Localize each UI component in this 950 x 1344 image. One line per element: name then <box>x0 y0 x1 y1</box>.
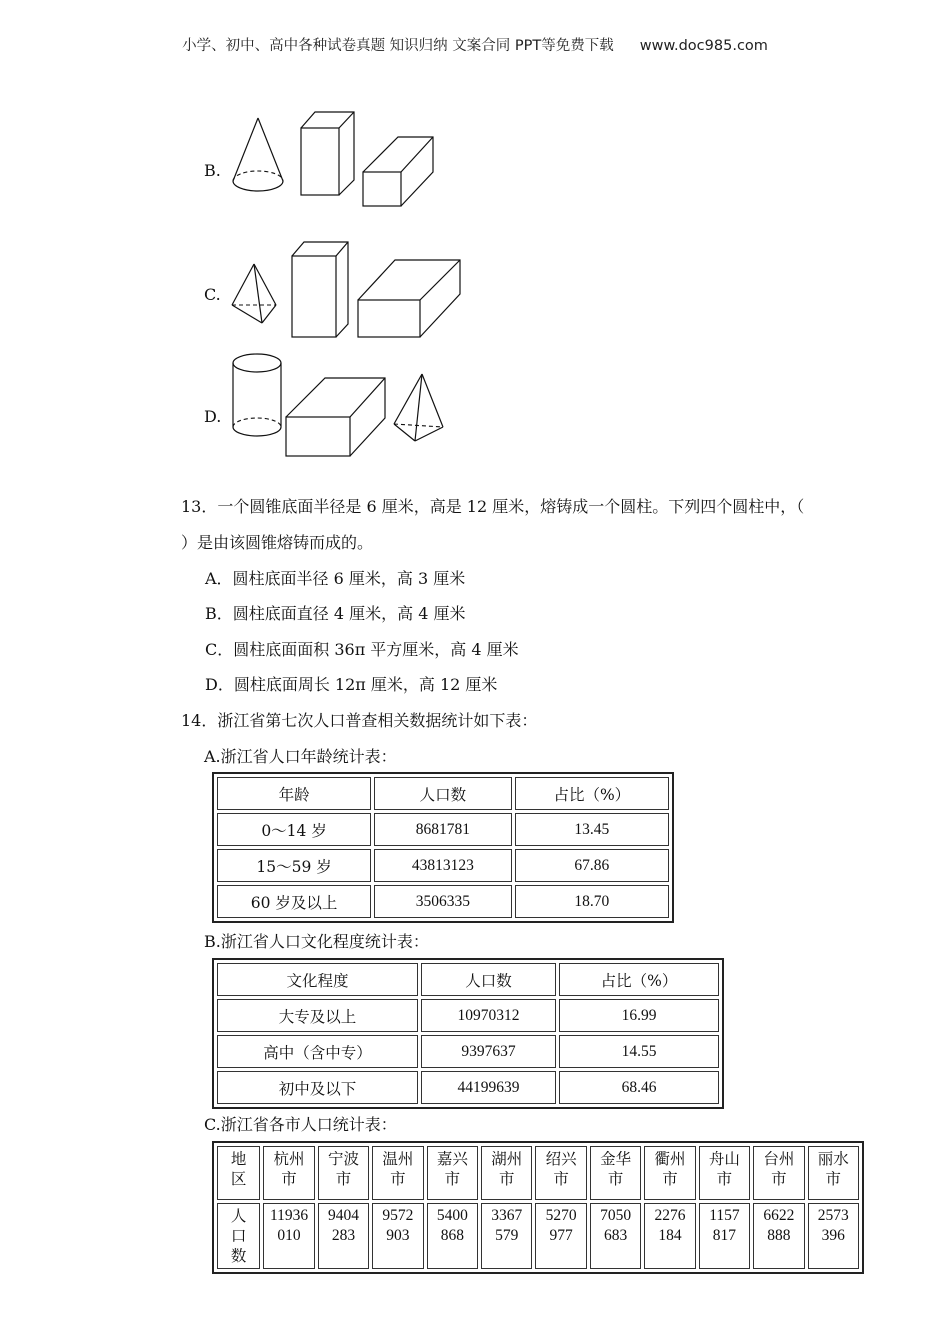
table-cell-text: 184 <box>658 1227 682 1244</box>
cuboid-tall-icon <box>301 112 354 195</box>
table-header-cell <box>481 1146 532 1200</box>
table-c-title: C.浙江省各市人口统计表： <box>204 1115 397 1134</box>
table-cell: 43813123 <box>374 849 512 882</box>
table-cell-text: 市 <box>335 1170 352 1188</box>
table-cell-text: 市 <box>553 1170 569 1188</box>
table-cell-text: 市 <box>390 1170 406 1188</box>
table-cell-text: 683 <box>603 1227 628 1244</box>
table-cell-text: 977 <box>549 1227 573 1244</box>
table-cell-text: 11936 <box>269 1207 309 1224</box>
table-cell-text: 6622 <box>763 1207 795 1224</box>
table-header-cell <box>372 1146 423 1200</box>
table-header-row <box>217 1146 859 1200</box>
table-cell-text: 868 <box>440 1227 464 1244</box>
table-cell <box>427 1203 478 1269</box>
table-cell: 67.86 <box>515 849 669 882</box>
table-header-cell <box>590 1146 641 1200</box>
table-cell-text: 1157 <box>709 1207 740 1224</box>
table-cell-text: 579 <box>495 1227 519 1244</box>
table-cell: 44199639 <box>421 1071 556 1104</box>
cylinder-icon <box>233 354 281 436</box>
table-header-cell <box>263 1146 314 1200</box>
education-table <box>212 958 724 1109</box>
table-cell-text: 衢州 <box>654 1150 686 1168</box>
table-cell <box>590 1203 641 1269</box>
table-cell-text: 数 <box>230 1247 247 1265</box>
q13-stem-line2: ）是由该圆锥熔铸而成的。 <box>181 533 374 552</box>
header-text: 小学、初中、高中各种试卷真题 知识归纳 文案合同 PPT等免费下载 <box>182 38 614 54</box>
option-b-figures <box>228 112 438 207</box>
table-cell-text: 丽水 <box>817 1150 849 1168</box>
table-cell: 9397637 <box>421 1035 556 1068</box>
table-cell: 14.55 <box>559 1035 719 1068</box>
table-header-cell <box>217 1146 260 1200</box>
table-a-title: A.浙江省人口年龄统计表： <box>204 747 397 766</box>
city-population-table <box>212 1141 864 1274</box>
table-cell-text: 市 <box>716 1170 733 1188</box>
age-table <box>212 772 674 923</box>
table-b-title: B.浙江省人口文化程度统计表： <box>204 932 429 951</box>
option-c-figures <box>230 242 465 337</box>
cuboid-tall-icon <box>292 242 348 337</box>
table-cell: 16.99 <box>559 999 719 1032</box>
table-cell: 60 岁及以上 <box>217 885 371 918</box>
table-cell: 大专及以上 <box>217 999 418 1032</box>
option-c-label: C. <box>204 285 221 304</box>
table-header-cell <box>699 1146 750 1200</box>
table-cell <box>217 1203 260 1269</box>
table-cell <box>808 1203 859 1269</box>
table-header-cell <box>644 1146 695 1200</box>
table-header-cell <box>318 1146 369 1200</box>
table-cell-text: 888 <box>767 1227 791 1244</box>
q13-option-b: B．圆柱底面直径 4 厘米，高 4 厘米 <box>205 604 466 623</box>
table-cell-text: 7050 <box>600 1207 632 1224</box>
table-cell-text: 市 <box>662 1170 678 1188</box>
table-header-row <box>217 963 719 996</box>
table-cell-text: 市 <box>607 1170 624 1188</box>
table-cell-text: 宁波 <box>327 1150 359 1168</box>
table-cell-text: 5400 <box>436 1207 468 1224</box>
table-cell-text: 283 <box>331 1227 356 1244</box>
table-cell-text: 市 <box>444 1170 461 1188</box>
q14-stem: 14．浙江省第七次人口普查相关数据统计如下表： <box>181 711 538 730</box>
table-cell <box>318 1203 369 1269</box>
table-row <box>217 1203 859 1269</box>
table-cell-text: 2573 <box>817 1207 849 1224</box>
table-cell <box>263 1203 314 1269</box>
table-cell-text: 2276 <box>654 1207 686 1224</box>
table-header-cell: 年龄 <box>217 777 371 810</box>
table-cell-text: 市 <box>825 1170 842 1188</box>
table-cell-text: 9572 <box>382 1207 414 1224</box>
table-cell: 18.70 <box>515 885 669 918</box>
q13-option-d: D．圆柱底面周长 12π 厘米，高 12 厘米 <box>205 675 498 694</box>
table-header-cell <box>427 1146 478 1200</box>
table-cell <box>372 1203 423 1269</box>
table-header-cell <box>535 1146 586 1200</box>
table-cell-text: 湖州 <box>491 1150 523 1168</box>
option-d-label: D. <box>204 407 222 426</box>
q13-option-c: C．圆柱底面面积 36π 平方厘米，高 4 厘米 <box>205 640 519 659</box>
table-cell-text: 地 <box>230 1150 247 1168</box>
table-cell <box>644 1203 695 1269</box>
table-cell-text: 市 <box>281 1170 297 1188</box>
table-cell: 15～59 岁 <box>217 849 371 882</box>
table-header-cell: 占比（%） <box>559 963 719 996</box>
table-header-cell <box>808 1146 859 1200</box>
table-cell-text: 396 <box>821 1227 845 1244</box>
table-row <box>217 885 669 918</box>
table-header-cell <box>753 1146 804 1200</box>
table-cell: 68.46 <box>559 1071 719 1104</box>
table-header-cell: 文化程度 <box>217 963 418 996</box>
cuboid-long-icon <box>363 137 433 206</box>
cuboid-flat-icon <box>358 260 460 337</box>
table-cell-text: 3367 <box>491 1207 523 1224</box>
table-row <box>217 1035 719 1068</box>
option-d-figures <box>230 351 450 461</box>
table-cell-text: 台州 <box>763 1150 795 1168</box>
cuboid-flat-icon <box>286 378 385 456</box>
table-cell-text: 人 <box>230 1207 247 1225</box>
table-header-row <box>217 777 669 810</box>
table-cell-text: 温州 <box>382 1150 414 1168</box>
table-row <box>217 999 719 1032</box>
table-header-cell: 人口数 <box>421 963 556 996</box>
q13-stem-line1: 13．一个圆锥底面半径是 6 厘米，高是 12 厘米，熔铸成一个圆柱。下列四个圆柱中，（ <box>181 497 805 516</box>
table-cell-text: 金华 <box>600 1150 632 1168</box>
table-cell <box>535 1203 586 1269</box>
table-cell-text: 817 <box>712 1227 737 1244</box>
table-cell-text: 嘉兴 <box>436 1150 468 1168</box>
table-cell <box>699 1203 750 1269</box>
table-row <box>217 849 669 882</box>
table-cell: 8681781 <box>374 813 512 846</box>
table-cell-text: 市 <box>498 1170 515 1188</box>
table-cell: 初中及以下 <box>217 1071 418 1104</box>
table-cell: 3506335 <box>374 885 512 918</box>
table-header-cell: 人口数 <box>374 777 512 810</box>
table-cell-text: 区 <box>230 1170 247 1188</box>
table-cell-text: 市 <box>771 1170 787 1188</box>
table-cell-text: 杭州 <box>273 1150 305 1168</box>
table-cell-text: 5270 <box>545 1207 577 1224</box>
table-header-cell: 占比（%） <box>515 777 669 810</box>
table-cell <box>481 1203 532 1269</box>
table-cell: 13.45 <box>515 813 669 846</box>
option-b-label: B. <box>204 161 221 180</box>
table-cell <box>753 1203 804 1269</box>
table-row <box>217 813 669 846</box>
pyramid-icon <box>394 374 443 441</box>
table-cell-text: 绍兴 <box>545 1150 577 1168</box>
table-cell-text: 舟山 <box>708 1150 740 1168</box>
table-cell-text: 903 <box>386 1227 410 1244</box>
cone-icon <box>233 118 283 191</box>
header-site-link[interactable]: www.doc985.com <box>639 38 768 54</box>
table-cell: 0～14 岁 <box>217 813 371 846</box>
table-cell: 高中（含中专） <box>217 1035 418 1068</box>
table-cell-text: 010 <box>277 1227 301 1244</box>
table-cell-text: 口 <box>230 1227 247 1245</box>
table-row <box>217 1071 719 1104</box>
table-cell: 10970312 <box>421 999 556 1032</box>
q13-option-a: A．圆柱底面半径 6 厘米，高 3 厘米 <box>205 569 466 588</box>
page-header <box>0 34 950 55</box>
pyramid-icon <box>232 264 276 323</box>
table-cell-text: 9404 <box>327 1207 359 1224</box>
